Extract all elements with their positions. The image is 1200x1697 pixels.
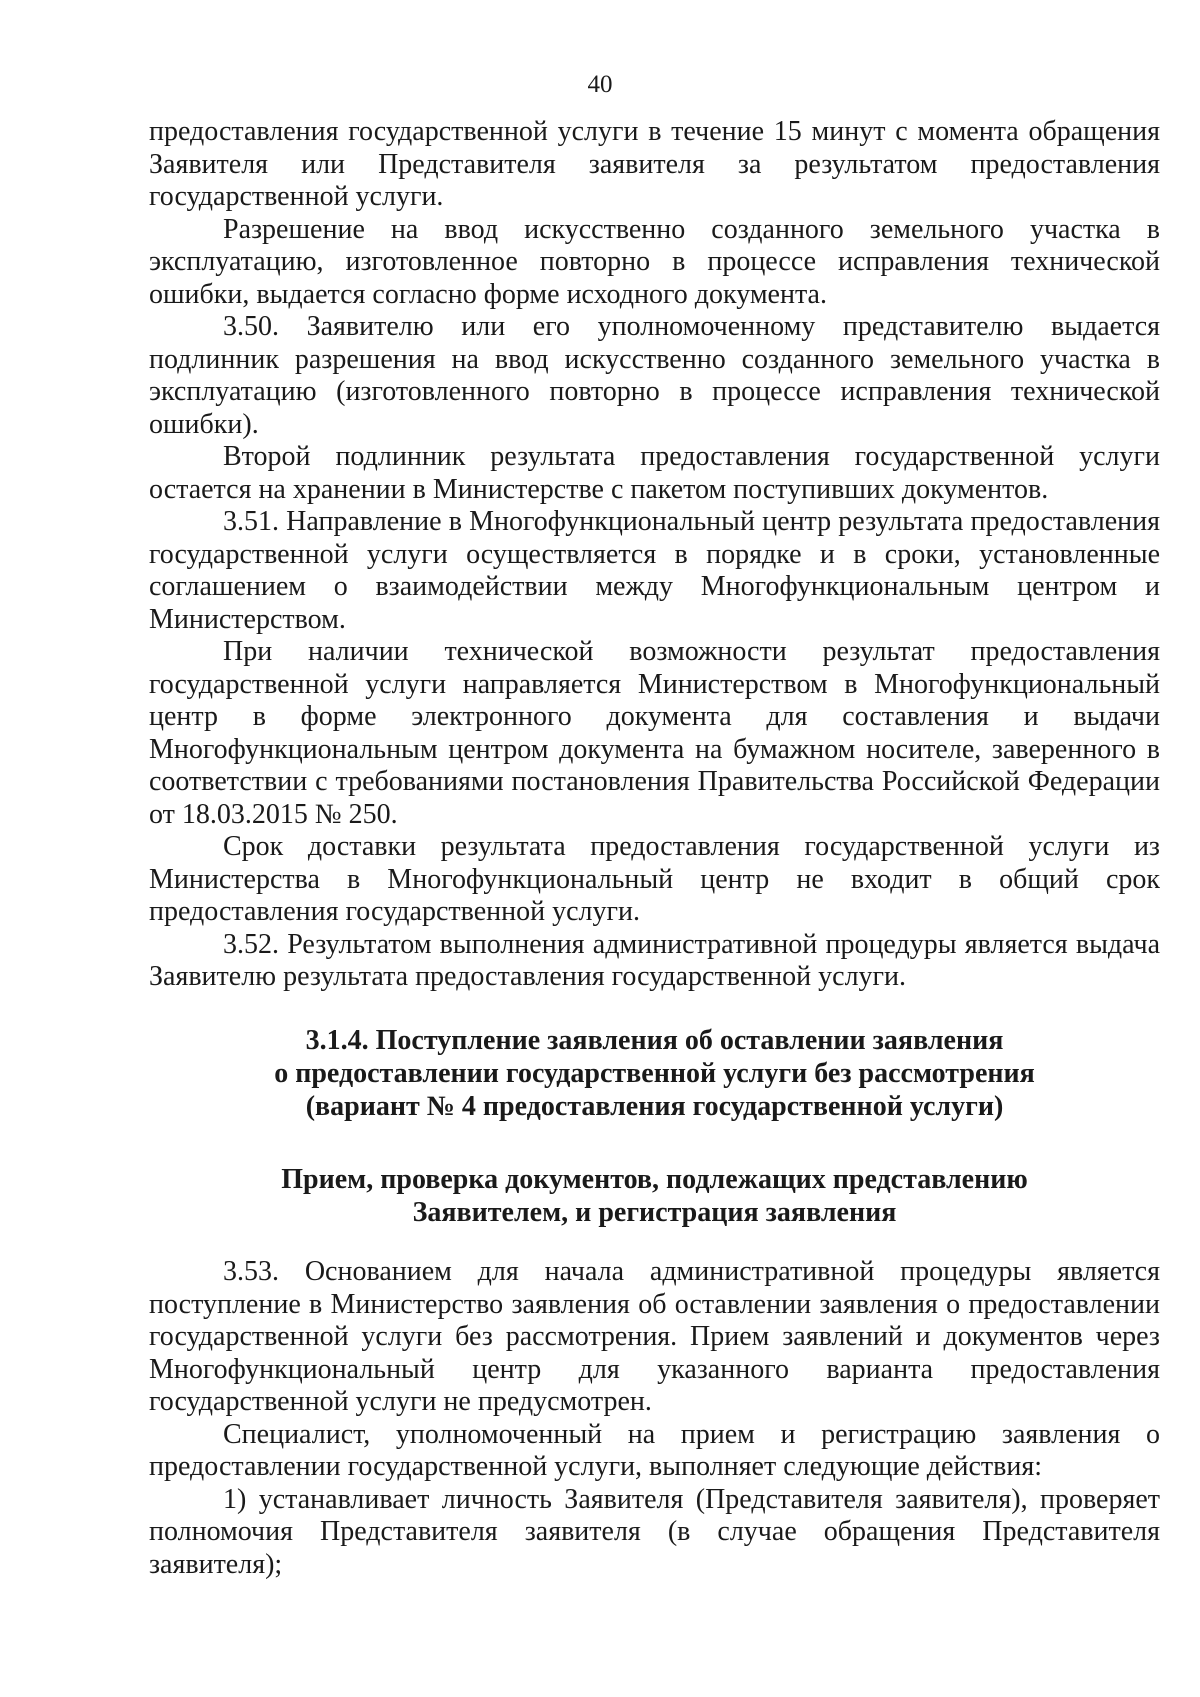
paragraph: При наличии технической возможности результат предоставления государственной услуги направляется Министерством в Многофункциональный центр в форме электронного документа для составления и выдачи Многофункциональным центром документа на бумажном носителе, заверенного в соответствии с требованиями постановления Правительства Российской Федерации от 18.03.2015 № 250. [149,636,1160,830]
body-text-bottom [149,1256,1160,1581]
paragraph: предоставления государственной услуги в течение 15 минут с момента обращения Заявителя или Представителя заявителя за результатом предоставления государственной услуги. [149,116,1160,212]
section-heading-line: 3.1.4. Поступление заявления об оставлении заявления [305,1025,1004,1056]
paragraph: Специалист, уполномоченный на прием и регистрацию заявления о предоставлении государственной услуги, выполняет следующие действия: [149,1418,1160,1482]
subsection-heading [149,1163,1160,1229]
subsection-heading-line: Заявителем, и регистрация заявления [412,1197,897,1228]
paragraph: 1) устанавливает личность Заявителя (Представителя заявителя), проверяет полномочия Представителя заявителя (в случае обращения Представителя заявителя); [149,1483,1160,1580]
paragraph: Срок доставки результата предоставления государственной услуги из Министерства в Многофункциональный центр не входит в общий срок предоставления государственной услуги. [149,831,1160,927]
section-heading [149,1024,1160,1123]
section-heading-line: о предоставлении государственной услуги без рассмотрения [274,1058,1035,1089]
body-text-top [149,116,1160,994]
paragraph: 3.53. Основанием для начала административной процедуры является поступление в Министерство заявления об оставлении заявления о предоставлении государственной услуги без рассмотрения. Прием заявлений и документов через Многофункциональный центр для указанного варианта предоставления государственной услуги не предусмотрен. [149,1256,1160,1417]
section-heading-line: (вариант № 4 предоставления государственной услуги) [305,1091,1004,1122]
paragraph: Разрешение на ввод искусственно созданного земельного участка в эксплуатацию, изготовленное повторно в процессе исправления технической ошибки, выдается согласно форме исходного документа. [149,213,1160,310]
paragraph: Второй подлинник результата предоставления государственной услуги остается на хранении в Министерстве с пакетом поступивших документов. [149,441,1160,505]
paragraph: 3.52. Результатом выполнения административной процедуры является выдача Заявителю результата предоставления государственной услуги. [149,928,1160,992]
paragraph: 3.50. Заявителю или его уполномоченному представителю выдается подлинник разрешения на ввод искусственно созданного земельного участка в эксплуатацию (изготовленного повторно в процессе исправления технической ошибки). [149,311,1160,440]
page-number: 40 [587,71,613,98]
paragraph: 3.51. Направление в Многофункциональный центр результата предоставления государственной услуги осуществляется в порядке и в сроки, установленные соглашением о взаимодействии между Многофункциональным центром и Министерством. [149,506,1160,635]
subsection-heading-line: Прием, проверка документов, подлежащих представлению [281,1164,1028,1195]
